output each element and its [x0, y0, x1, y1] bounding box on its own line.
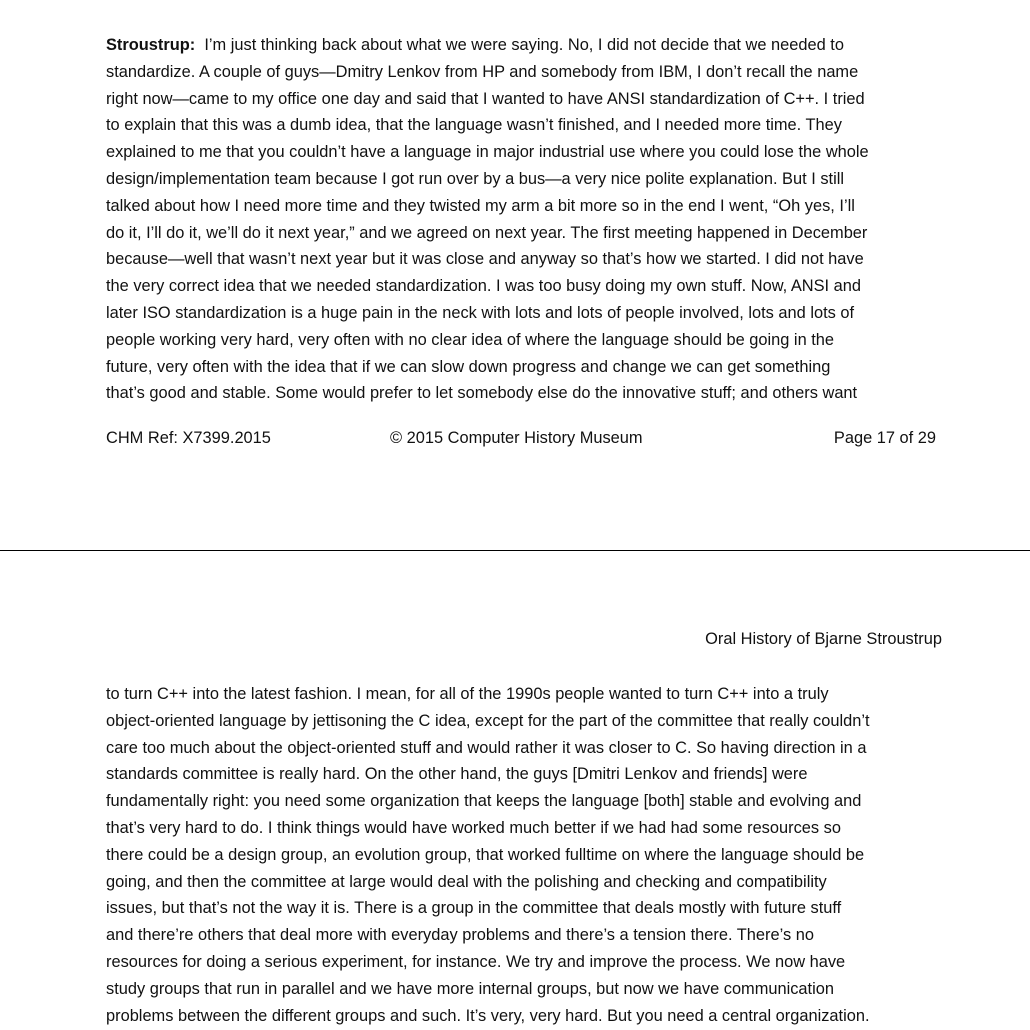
paragraph-line: resources for doing a serious experiment, for instance. We try and improve the process. We now have — [106, 952, 846, 971]
speaker-name: Stroustrup: — [106, 36, 196, 54]
footer-reference: CHM Ref: X7399.2015 — [106, 429, 271, 447]
paragraph-line: future, very often with the idea that if we can slow down progress and change we can get something — [106, 357, 831, 376]
interview-paragraph — [106, 32, 942, 407]
paragraph-line: issues, but that’s not the way it is. There is a group in the committee that deals mostly with future stuff — [106, 899, 842, 918]
paragraph-line: study groups that run in parallel and we have more internal groups, but now we have communication — [106, 979, 834, 998]
paragraph-line: design/implementation team because I got run over by a bus—a very nice polite explanation. But I still — [106, 169, 844, 188]
footer-page-number: Page 17 of 29 — [833, 429, 936, 447]
footer-copyright: © 2015 Computer History Museum — [390, 429, 643, 447]
paragraph-line: people working very hard, very often with no clear idea of where the language should be going in the — [106, 330, 835, 349]
paragraph-line — [106, 32, 942, 59]
paragraph-line: because—well that wasn’t next year but it was close and anyway so that’s how we started. I did not have — [106, 250, 864, 269]
paragraph-line: that’s good and stable. Some would prefer to let somebody else do the innovative stuff; and others want — [106, 384, 858, 403]
paragraph-line: standards committee is really hard. On the other hand, the guys [Dmitri Lenkov and friends] were — [106, 765, 808, 784]
paragraph-line: explained to me that you couldn’t have a language in major industrial use where you could lose the whole — [106, 143, 869, 162]
running-header: Oral History of Bjarne Stroustrup — [705, 630, 942, 648]
interview-paragraph-continued — [106, 681, 942, 1029]
paragraph-line: talked about how I need more time and they twisted my arm a bit more so in the end I went, “Oh yes, I’ll — [106, 196, 855, 215]
paragraph-line: standardize. A couple of guys—Dmitry Lenkov from HP and somebody from IBM, I don’t recall the name — [106, 62, 859, 81]
paragraph-line: care too much about the object-oriented stuff and would rather it was closer to C. So having direction in a — [106, 738, 867, 757]
paragraph-line: going, and then the committee at large would deal with the polishing and checking and compatibility — [106, 872, 827, 891]
paragraph-line: to turn C++ into the latest fashion. I mean, for all of the 1990s people wanted to turn C++ into a truly — [106, 685, 829, 703]
paragraph-line: right now—came to my office one day and said that I wanted to have ANSI standardization of C++. I tried — [106, 89, 865, 108]
paragraph-line-text: I’m just thinking back about what we were saying. No, I did not decide that we needed to — [204, 36, 844, 54]
paragraph-line: object-oriented language by jettisoning the C idea, except for the part of the committee that really couldn’t — [106, 711, 870, 730]
paragraph-line: later ISO standardization is a huge pain in the neck with lots and lots of people involved, lots and lots of — [106, 303, 855, 322]
paragraph-line: that’s very hard to do. I think things would have worked much better if we had had some resources so — [106, 818, 841, 837]
paragraph-line: the very correct idea that we needed standardization. I was too busy doing my own stuff. Now, ANSI and — [106, 277, 862, 296]
paragraph-line: problems between the different groups and such. It’s very, very hard. But you need a central organization. — [106, 1006, 870, 1025]
paragraph-line: do it, I’ll do it, we’ll do it next year,” and we agreed on next year. The first meeting happened in December — [106, 223, 868, 242]
paragraph-line: to explain that this was a dumb idea, that the language wasn’t finished, and I needed more time. They — [106, 116, 842, 135]
paragraph-line: and there’re others that deal more with everyday problems and there’s a tension there. There’s no — [106, 926, 814, 945]
paragraph-line: there could be a design group, an evolution group, that worked fulltime on where the language should be — [106, 845, 865, 864]
paragraph-line: fundamentally right: you need some organization that keeps the language [both] stable and evolving and — [106, 792, 862, 811]
page-footer — [106, 425, 936, 451]
